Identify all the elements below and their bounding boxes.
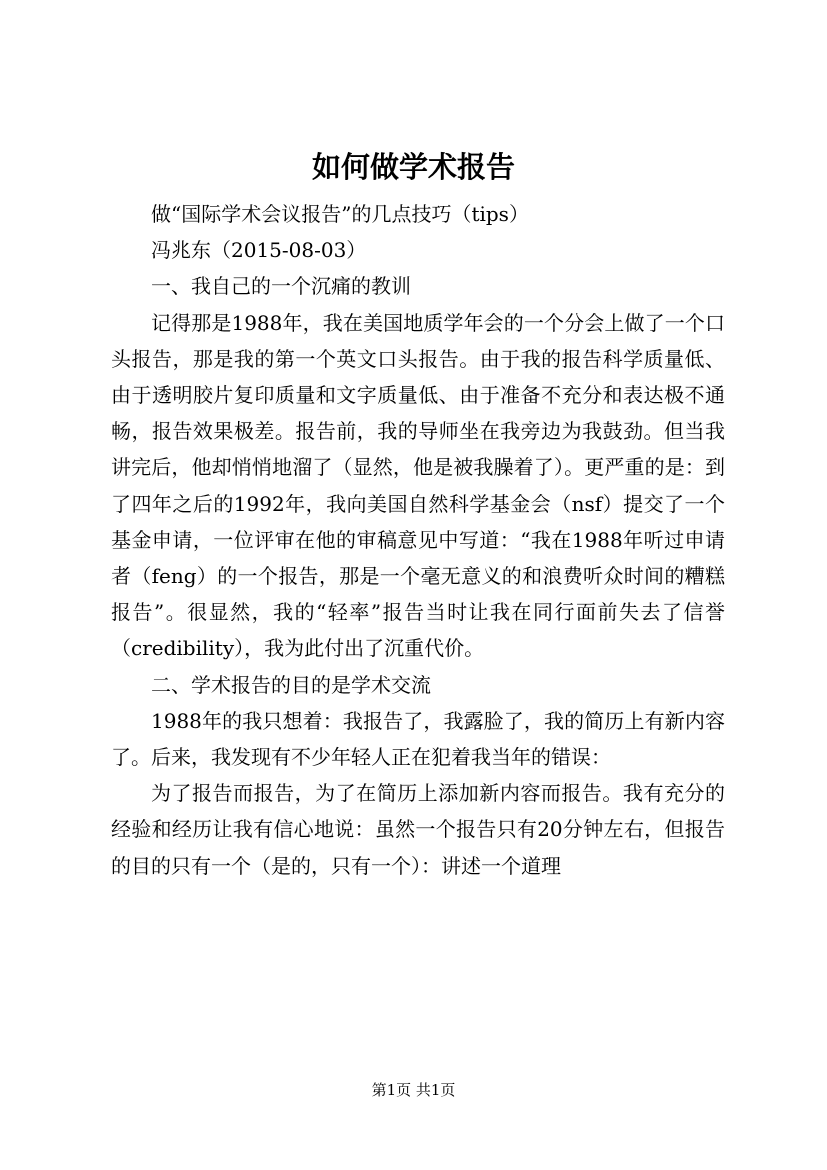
author-date-paragraph: 冯兆东（2015-08-03）	[151, 238, 367, 263]
document-title: 如何做学术报告	[311, 150, 515, 184]
section-heading-2: 二、学术报告的目的是学术交流	[151, 672, 431, 697]
document-body	[111, 196, 725, 884]
section-heading-1: 一、我自己的一个沉痛的教训	[151, 274, 411, 299]
body-paragraph: 为了报告而报告，为了在简历上添加新内容而报告。我有充分的经验和经历让我有信心地说：虽然一个报告只有20分钟左右，但报告的目的只有一个（是的，只有一个）：讲述一个道理	[111, 781, 725, 878]
subtitle-paragraph: 做“国际学术会议报告”的几点技巧（tips）	[151, 202, 529, 226]
body-paragraph: 1988年的我只想着：我报告了，我露脸了，我的简历上有新内容了。后来，我发现有不少年轻人正在犯着我当年的错误：	[111, 708, 725, 770]
body-paragraph: 记得那是1988年，我在美国地质学年会的一个分会上做了一个口头报告，那是我的第一个英文口头报告。由于我的报告科学质量低、由于透明胶片复印质量和文字质量低、由于准备不充分和表达极不通畅，报告效果极差。报告前，我的导师坐在我旁边为我鼓劲。但当我讲完后，他却悄悄地溜了（显然，他是被我臊着了）。更严重的是：到了四年之后的1992年，我向美国自然科学基金会（nsf）提交了一个基金申请，一位评审在他的审稿意见中写道：“我在1988年听过申请者（feng）的一个报告，那是一个毫无意义的和浪费听众时间的糟糕报告”。很显然，我的“轻率”报告当时让我在同行面前失去了信誉（credibility），我为此付出了沉重代价。	[111, 310, 725, 661]
page-footer: 第1页 共1页	[371, 1081, 456, 1099]
